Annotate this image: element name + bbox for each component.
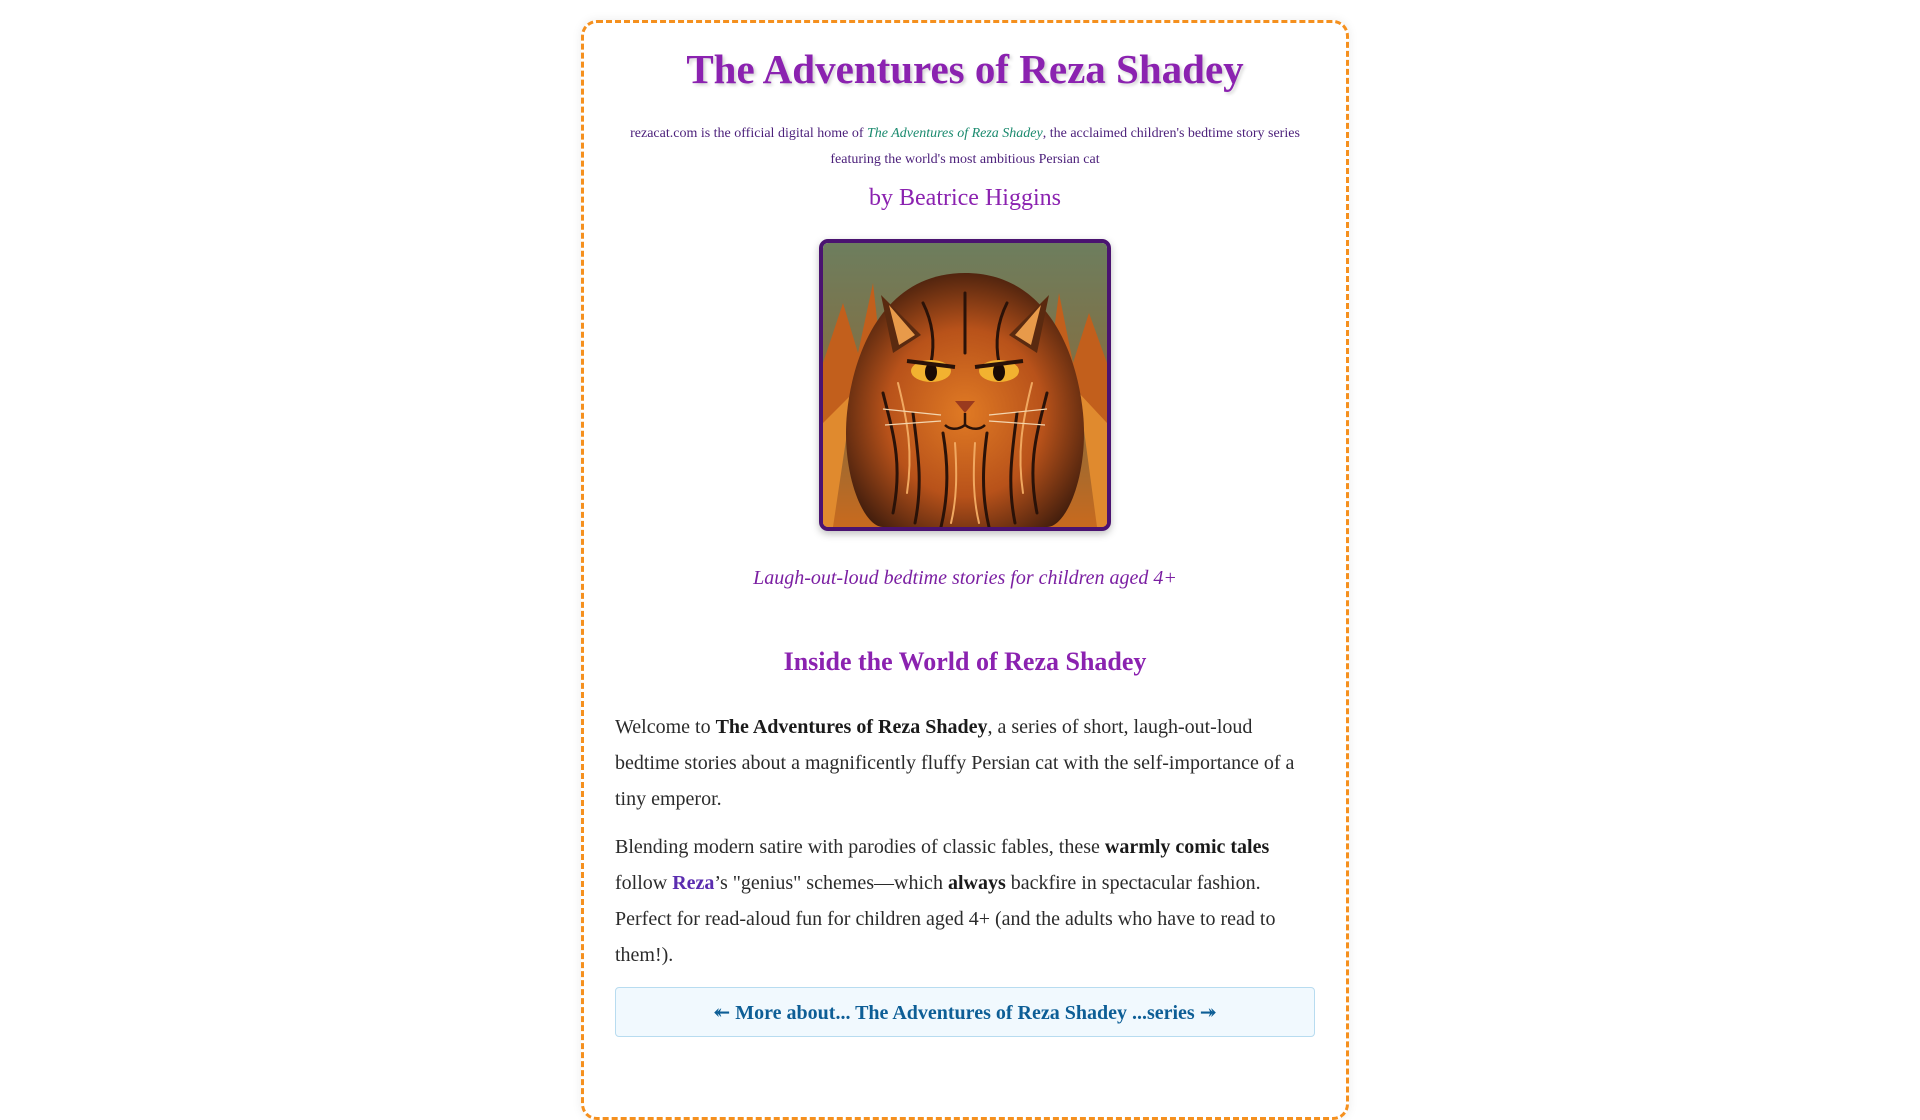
intro-paragraph xyxy=(615,709,1315,817)
persian-cat-portrait-image xyxy=(819,239,1111,531)
desc-text-1: Blending modern satire with parodies of classic fables, these xyxy=(615,836,1105,858)
desc-text-4: backfire in spectacular fashion. Perfect for read-aloud fun for children aged 4+ (and the adults who have to read to them!). xyxy=(615,872,1276,966)
tagline-suffix: , the acclaimed children's bedtime story series featuring the world's most ambitious Persian cat xyxy=(830,126,1300,167)
intro-text-2: , a series of short, laugh-out-loud bedtime stories about a magnificently fluffy Persian cat with the self-importance of a tiny emperor. xyxy=(615,716,1295,810)
intro-series-title: The Adventures of Reza Shadey xyxy=(715,716,988,738)
content-card xyxy=(581,20,1349,1120)
desc-text-2: follow xyxy=(615,872,673,894)
author-byline: by Beatrice Higgins xyxy=(869,185,1061,211)
desc-bold-tales: warmly comic tales xyxy=(1104,836,1270,858)
cat-illustration xyxy=(823,243,1107,527)
tagline-prefix: rezacat.com is the official digital home of xyxy=(630,126,867,141)
section-heading: Inside the World of Reza Shadey xyxy=(783,647,1147,676)
tagline-series-title: The Adventures of Reza Shadey xyxy=(866,126,1043,141)
desc-bold-always: always xyxy=(947,872,1006,894)
reza-name: Reza xyxy=(672,872,715,894)
more-about-series-link[interactable]: ↞ More about... The Adventures of Reza Shadey ...series ↠ xyxy=(615,987,1315,1037)
intro-text-1: Welcome to xyxy=(615,716,716,738)
page-title: The Adventures of Reza Shadey xyxy=(686,46,1244,92)
desc-text-3: ’s "genius" schemes—which xyxy=(714,872,948,894)
audience-age-line: Laugh-out-loud bedtime stories for children aged 4+ xyxy=(753,567,1177,589)
description-paragraph xyxy=(615,829,1315,973)
site-tagline xyxy=(615,121,1315,173)
